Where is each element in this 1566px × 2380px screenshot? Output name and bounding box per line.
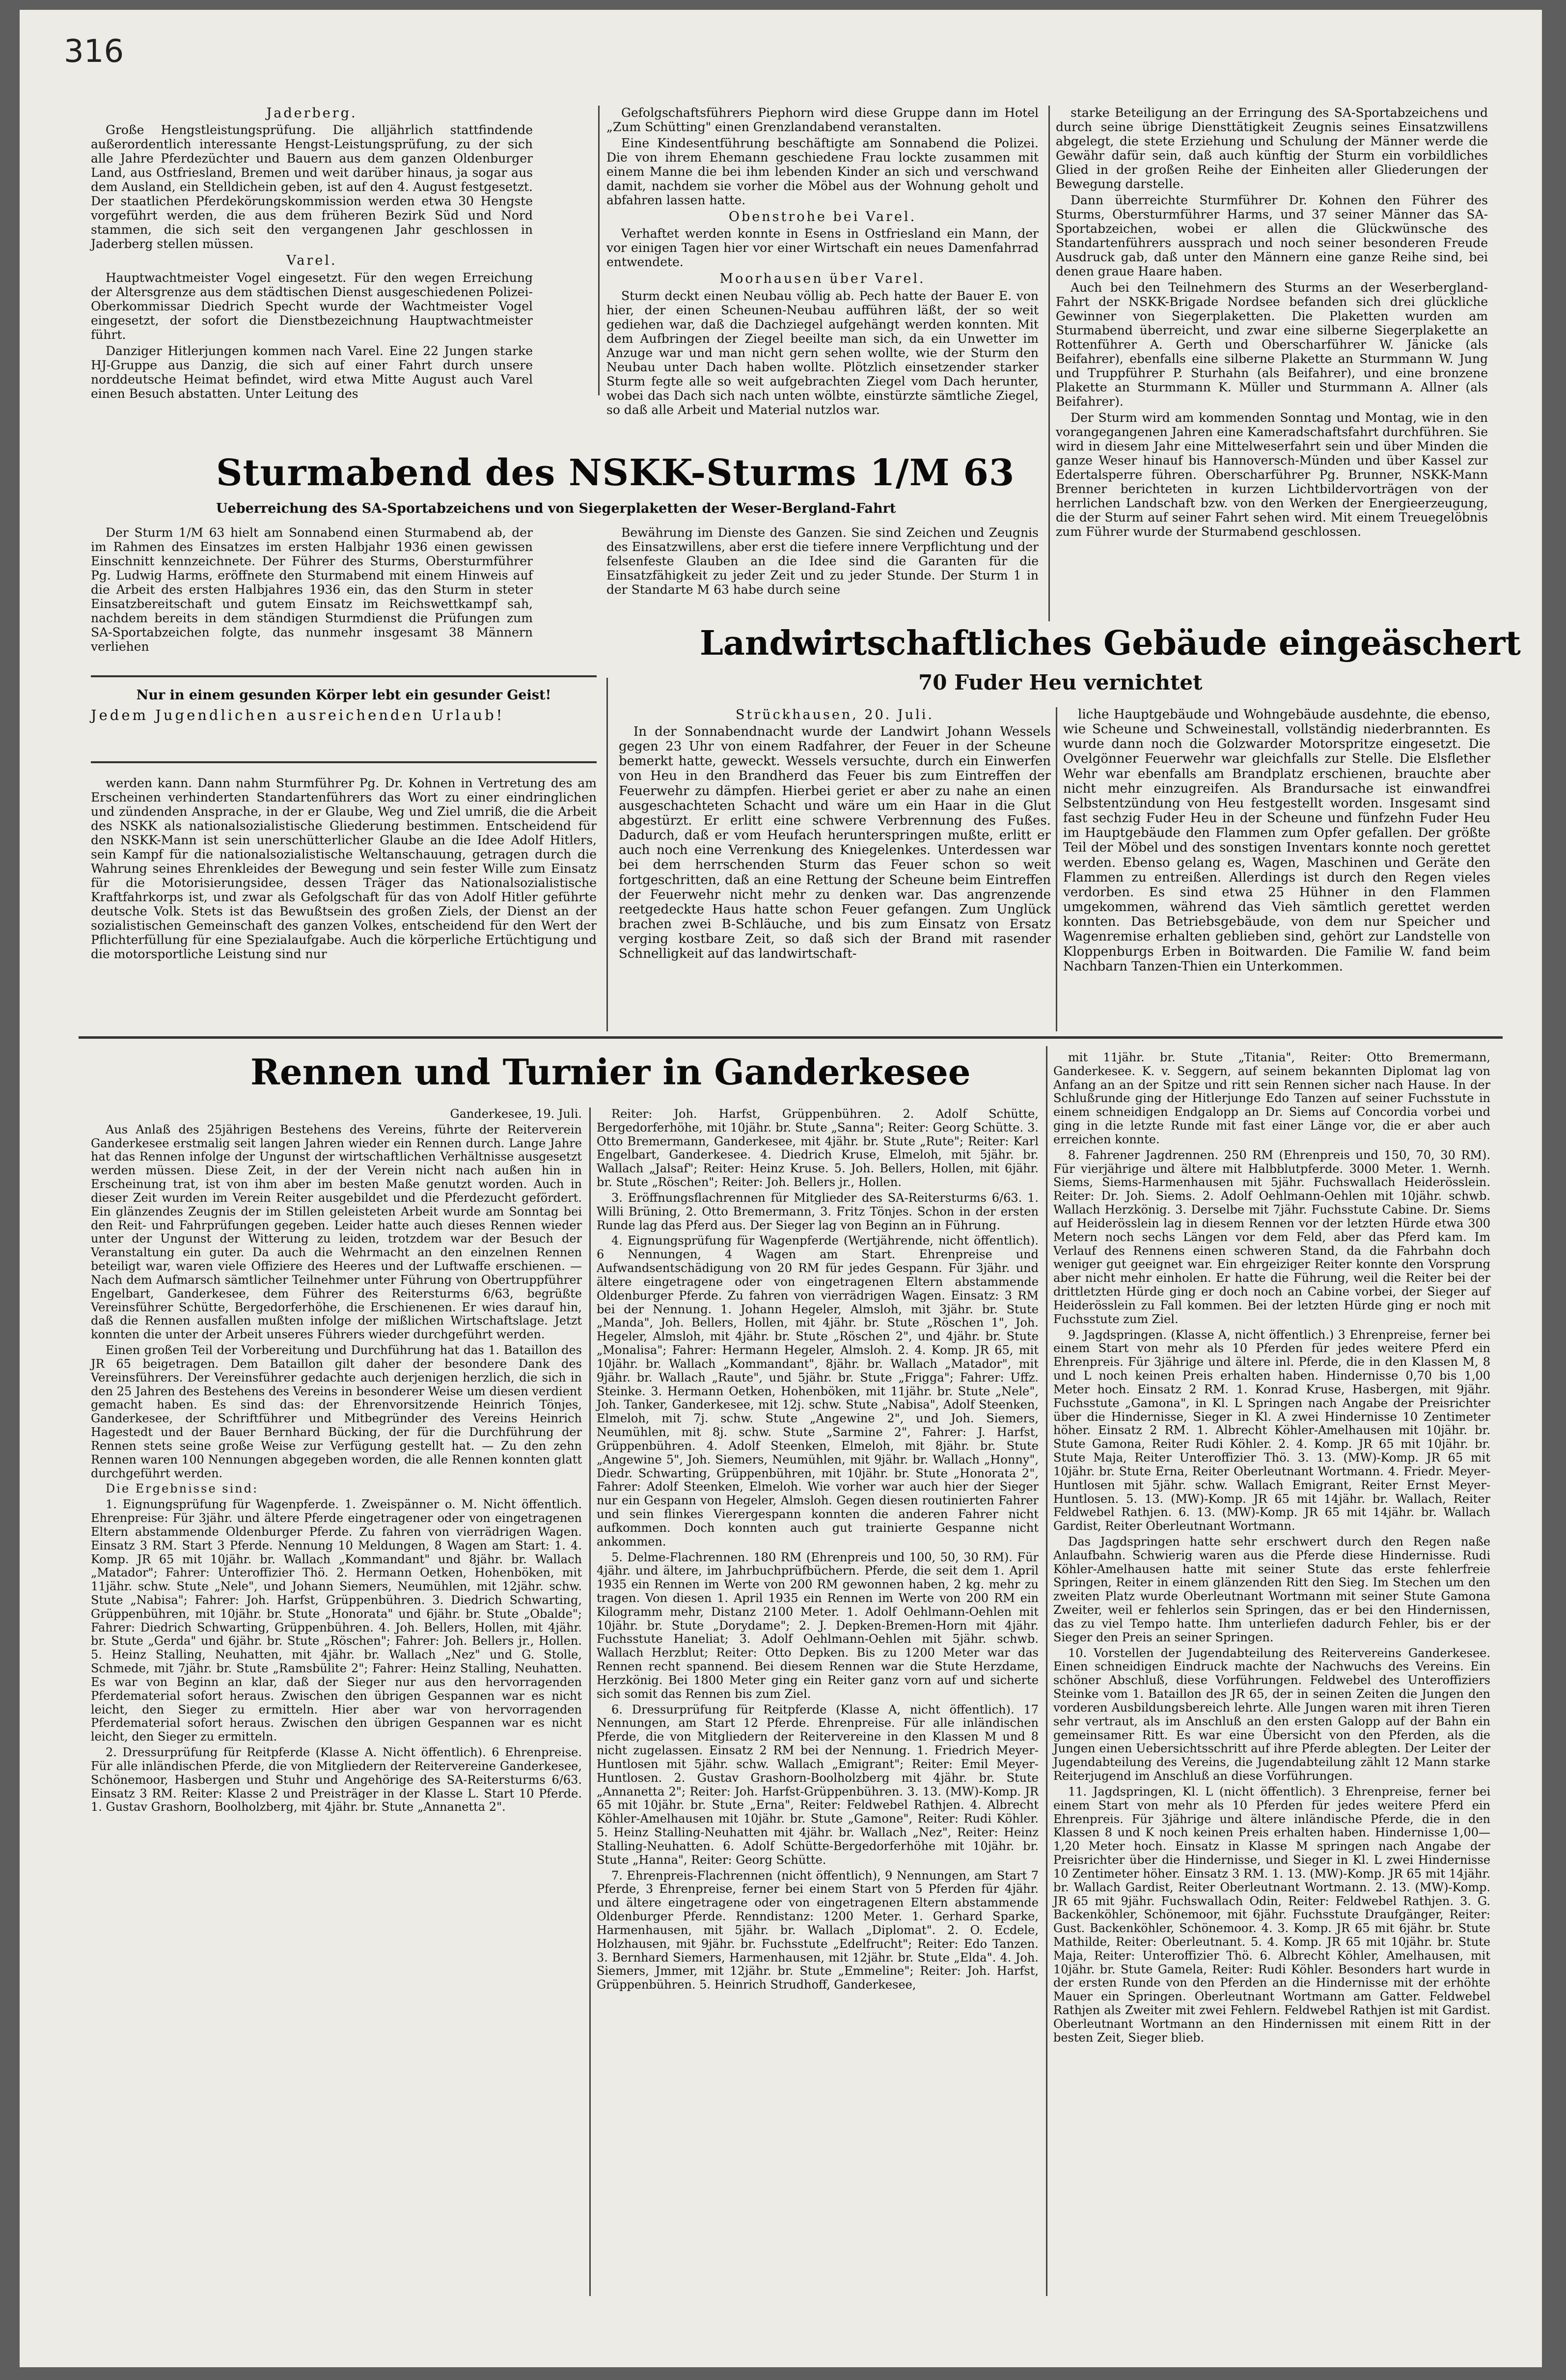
slogan-line: Jedem Jugendlichen ausreichenden Urlaub! (91, 707, 505, 723)
sturmabend-continuation-column (1056, 106, 1488, 631)
slogan-box (91, 688, 597, 723)
place-heading-obenstrohe: Obenstrohe bei Varel. (728, 209, 917, 224)
news-paragraph: Große Hengstleistungsprüfung. Die alljährlich stattfindende außerordentlich interessante Hengst-Leistungsprüfung, zu der sich alle Jahre Pferdezüchter und Bauern aus dem ganzen Oldenburger Land, aus Ostfriesland, Bremen und weit darüber hinaus, ja sogar aus dem Ausland, ein Stelldichein geben, ist auf den 4. August festgesetzt. Der staatlichen Pferdekörungskommission werden etwa 30 Hengste vorgeführt werden, die aus dem früheren Bezirk Süd und Nord stammen, die sich seit den vergangenen Jahr geschlossen in Jaderberg stellen müssen. (91, 123, 533, 251)
column-rule (606, 678, 608, 1031)
news-paragraph: Reiter: Joh. Harfst, Grüppenbühren. 2. Adolf Schütte, Bergedorferhöhe, mit 10jähr. br. Stute „Sanna"; Reiter: Georg Schütte. 3. Otto Bremermann, Ganderkesee, mit 4jähr. br. Stute „Rute"; Reiter: Karl Engelbart, Ganderkesee. 4. Diedrich Kruse, Elmeloh, mit 5jähr. br. Wallach „Jalsaf"; Reiter: Heinz Kruse. 5. Joh. Bellers, Hollen, mit 6jähr. br. Stute „Röschen"; Reiter: Joh. Bellers jr., Hollen. (597, 1107, 1039, 1190)
news-paragraph: 10. Vorstellen der Jugendabteilung des Reitervereins Ganderkesee. Einen schneidigen Eindruck machte der Nachwuchs des Vereins. Ein schöner Abschluß, diese Vorführungen. Feldwebel des Unteroffiziers Steinke vom 1. Bataillon des JR 65, der in seinen Zeiten die Jungen den vorderen Ausbildungsbereich lehrte. Alle Jungen waren mit ihren Tieren sehr vertraut, als im Anschluß an den ersten Galopp auf der Bahn ein gemeinsamer Ritt. Es war eine Übersicht von den Pferden, als die Jungen einen Uebersichtsschritt auf ihre Pferde ablegten. Der Leiter der Jugendabteilung des Vereins, die Jugendabteilung zählt 12 Mann starke Reiterjugend im Anschluß an diese Vorführungen. (1053, 1646, 1490, 1783)
column-rule (589, 1107, 591, 2296)
page-number: 316 (64, 33, 124, 70)
race-body-col3 (1053, 1051, 1490, 2296)
news-paragraph: Danziger Hitlerjungen kommen nach Varel. Eine 22 Jungen starke HJ-Gruppe aus Danzig, die sich auf einer Fahrt durch unsere norddeutsche Heimat befindet, wird etwa Mitte August auch Varel einen Besuch abstatten. Unter Leitung des (91, 343, 533, 401)
news-paragraph: mit 11jähr. br. Stute „Titania", Reiter: Otto Bremermann, Ganderkesee. K. v. Seggern, auf seinem bekannten Diplomat lag von Anfang an an der Spitze und ritt sein Rennen sicher nach Hause. In der Schlußrunde ging der Hitlerjunge Edo Tanzen auf seiner Fuchsstute in einem schneidigen Endgalopp an Dr. Siems auf Concordia vorbei und ging in die letzte Runde mit fast einer Länge vor, die er aber auch erreichen konnte. (1053, 1051, 1490, 1146)
news-paragraph: Bewährung im Dienste des Ganzen. Sie sind Zeichen und Zeugnis des Einsatzwillens, aber erst die tiefere innere Verpflichtung und der felsenfeste Glauben an die Idee sind die Garanten für die Einsatzfähigkeit zu jeder Zeit und zu jeder Stunde. Der Sturm 1 in der Standarte M 63 habe durch seine (606, 526, 1039, 597)
news-paragraph: 1. Eignungsprüfung für Wagenpferde. 1. Zweispänner o. M. Nicht öffentlich. Ehrenpreise: Für 3jähr. und ältere Pferde eingetragener oder von eingetragenen Eltern abstammende Oldenburger Pferde. Zu fahren von vierrädrigen Wagen. Einsatz 3 RM. Start 3 Pferde. Nennung 10 Meldungen, 8 Wagen am Start: 1. 4. Komp. JR 65 mit 10jähr. br. Wallach „Kommandant" und 8jähr. br. Wallach „Matador"; Fahrer: Unteroffizier Thö. 2. Hermann Oetken, Hohenböken, mit 11jähr. schw. Stute „Nele", und Johann Siemers, Neumühlen, mit 12jähr. schw. Stute „Nabisa"; Fahrer: Joh. Harfst, Grüppenbühren. 3. Diedrich Schwarting, Grüppenbühren, mit 10jähr. br. Stute „Honorata" und 6jähr. br. Stute „Obalde"; Fahrer: Diedrich Schwarting, Grüppenbühren. 4. Joh. Bellers, Hollen, mit 4jähr. br. Stute „Gerda" und 6jähr. br. Stute „Röschen"; Fahrer: Joh. Bellers jr., Hollen. 5. Heinz Stalling, Neuhatten, mit 4jähr. br. Wallach „Nez" und G. Stolle, Schmede, mit 7jähr. br. Stute „Ramsbülite 2"; Fahrer: Heinz Stalling, Neuhatten. Es war von Beginn an klar, daß der Sieger nur aus den hervorragenden Pferdematerial sofort heraus. Zwischen den übrigen Gespannen war es nicht leicht, den Sieger zu ermitteln. Hier aber war von hervorragenden Pferdematerial sofort heraus. Zwischen den übrigen Gespannen war es nicht leicht, den Sieger zu ermitteln. (91, 1497, 582, 1744)
news-paragraph: Auch bei den Teilnehmern des Sturms an der Weserbergland-Fahrt der NSKK-Brigade Nordsee befanden sich drei glückliche Gewinner von Siegerplaketten. Die Plaketten wurden am Sturmabend überreicht, und zwar eine silberne Siegerplakette an Rottenführer A. Gerth und Oberscharführer W. Jänicke (als Beifahrer), ebenfalls eine silberne Plakette an Sturmmann W. Jung und Truppführer P. Sturhahn (als Beifahrer), und eine bronzene Plakette an Sturmmann K. Müller und Sturmmann A. Allner (als Beifahrer). (1056, 280, 1488, 409)
place-heading-moorhausen: Moorhausen über Varel. (719, 271, 926, 287)
news-paragraph: Verhaftet werden konnte in Esens in Ostfriesland ein Mann, der vor einigen Tagen hier vor einer Wirtschaft ein neues Damenfahrrad entwendete. (606, 226, 1039, 270)
column-rule (1046, 1046, 1047, 2296)
news-paragraph: Gefolgschaftsführers Piephorn wird diese Gruppe dann im Hotel „Zum Schütting" einen Grenzlandabend veranstalten. (606, 106, 1039, 134)
newspaper-page (20, 10, 1542, 2367)
news-paragraph: Der Sturm wird am kommenden Sonntag und Montag, wie in den vorangegangenen Jahren eine Kameradschaftsfahrt durchführen. Sie wird in diesem Jahr eine Mittelweserfahrt sein und über Minden die ganze Weser hinauf bis Hannoversch-Münden und über Kassel zur Edertalsperre führen. Oberscharführer Pg. Brunner, NSKK-Mann Brenner berichteten in kurzen Lichtbildervorträgen von der herrlichen Landschaft bzw. von den Werken der Energieerzeugung, die der Sturm auf seiner Fahrt sehen wird. Mit einem Treuegelöbnis zum Führer wurde der Sturmabend geschlossen. (1056, 411, 1488, 539)
news-paragraph: Der Sturm 1/M 63 hielt am Sonnabend einen Sturmabend ab, der im Rahmen des Einsatzes im ersten Halbjahr 1936 einen gewissen Einschnitt kennzeichnete. Der Führer des Sturms, Obersturmführer Pg. Ludwig Harms, eröffnete den Sturmabend mit einem Hinweis auf die Arbeit des ersten Halbjahres 1936 ein, das den Sturm in steter Einsatzbereitschaft und gutem Einsatz im Reichswettkampf sah, nachdem bereits in dem ständigen Sturmdienst die Prüfungen zum SA-Sportabzeichen folgte, das nunmehr insgesamt 38 Männern verliehen (91, 526, 533, 654)
column-rule (1048, 106, 1050, 621)
race-headline: Rennen und Turnier in Ganderkesee (250, 1051, 971, 1093)
news-paragraph: Eine Kindesentführung beschäftigte am Sonnabend die Polizei. Die von ihrem Ehemann geschiedene Frau lockte zusammen mit einem Manne die bei ihm lebenden Kinder an sich und verschwand damit, nachdem sie vorher die Möbel aus der Wohnung geholt und abfahren lassen hatte. (606, 136, 1039, 207)
varel-local-column (606, 106, 1039, 420)
news-paragraph: 11. Jagdspringen, Kl. L (nicht öffentlich). 3 Ehrenpreise, ferner bei einem Start von mehr als 10 Pferden für jedes weitere Pferd ein Ehrenpreis. Für 3jährige und ältere inländische Pferde, die in den Klassen 8 und K noch keinen Preis erhalten haben. Hindernisse 1,00—1,20 Meter hoch. Einsatz in Klasse M springen nach Angabe der Preisrichter über die Hindernisse, und Sieger in Kl. L zwei Hindernisse 10 Zentimeter höher. Einsatz 3 RM. 1. 13. (MW)-Komp. JR 65 mit 14jähr. br. Wallach Gardist, Reiter Oberleutnant Wortmann. 2. 13. (MW)-Komp. JR 65 mit 9jähr. Fuchswallach Odin, Reiter: Feldwebel Rathjen. 3. G. Backenköhler, Schönemoor, mit 6jähr. Fuchsstute Draufgänger, Reiter: Gust. Backenköhler, Schönemoor. 4. 3. Komp. JR 65 mit 6jähr. br. Stute Mathilde, Reiter: Oberleutnant. 5. 4. Komp. JR 65 mit 10jähr. br. Stute Maja, Reiter: Unteroffizier Thö. 6. Albrecht Köhler, Amelhausen, mit 10jähr. br. Stute Gamela, Reiter: Rudi Köhler. Besonders hart wurde in der ersten Runde von den Pferden an die Hindernisse mit der erhöhte Mauer ein Springen. Oberleutnant Wortmann am Gatter. Feldwebel Rathjen als Zweiter mit zwei Fehlern. Feldwebel Rathjen ist mit Gardist. Oberleutnant Wortmann an den Hindernissen mit einem Ritt in der besten Zeit, Sieger blieb. (1053, 1784, 1490, 2045)
news-paragraph: Dann überreichte Sturmführer Dr. Kohnen den Führer des Sturms, Obersturmführer Harms, und 37 seiner Männer das SA-Sportabzeichen, wobei er allen die Glückwünsche des Standartenführers aussprach und noch seiner besonderen Freude Ausdruck gab, daß unter den Männern eine ganze Reihe sind, bei denen graue Haare haben. (1056, 193, 1488, 278)
fire-dateline: Strückhausen, 20. Juli. (736, 707, 934, 722)
news-paragraph: 3. Eröffnungsflachrennen für Mitglieder des SA-Reitersturms 6/63. 1. Willi Brüning, 2. Otto Bremermann, 3. Fritz Tönjes. Schon in der ersten Runde lag das Pferd aus. Der Sieger lag von Beginn an in Führung. (597, 1190, 1039, 1232)
news-paragraph: Das Jagdspringen hatte sehr erschwert durch den Regen naße Anlaufbahn. Schwierig waren aus die Pferde diese Hindernisse. Rudi Köhler-Amelhausen hatte mit seiner Stute das erste fehlerfreie Springen, Reiter in einem glänzenden Ritt den Sieg. Im Stechen um den zweiten Platz wurde Oberleutnant Wortmann mit seiner Stute Gamona Zweiter, weil er fehlerlos sein Springen, das er bei den Hindernissen, das zu viel Tempo hatte. Ihm unterliefen dadurch Fehler, bis er der Sieger den Preis an seiner Springen. (1053, 1534, 1490, 1644)
fire-body-col2 (1063, 707, 1490, 1031)
news-paragraph: starke Beteiligung an der Erringung des SA-Sportabzeichens und durch seine übrige Diensttätigkeit Zeugnis seines Einsatzwillens abgelegt, die stete Erziehung und Schulung der Männer werde die Gewähr dafür sein, daß auch künftig der Sturm ein vorbildliches Glied in der großen Reihe der Einheiten aller Gliederungen der Bewegung darstelle. (1056, 106, 1488, 191)
news-paragraph: Ganderkesee, 19. Juli. (450, 1107, 582, 1121)
race-body-col2 (597, 1107, 1039, 2296)
place-heading-varel: Varel. (286, 253, 337, 269)
news-paragraph: 2. Dressurprüfung für Reitpferde (Klasse A. Nicht öffentlich). 6 Ehrenpreise. Für alle inländischen Pferde, die von Mitgliedern der Reitervereine Ganderkesee, Schönemoor, Hasbergen und Stuhr und Angehörige des SA-Reitersturms 6/63. Einsatz 3 RM. Reiter: Klasse 2 und Preisträger in der Klasse L. Start 10 Pferde. 1. Gustav Grashorn, Boolholzberg, mit 4jähr. br. Stute „Annanetta 2". (91, 1745, 582, 1814)
column-rule (1056, 707, 1057, 1031)
news-paragraph: 5. Delme-Flachrennen. 180 RM (Ehrenpreis und 100, 50, 30 RM). Für 4jähr. und ältere, im Jahrbuchprüfbüchern. Pferde, die seit dem 1. April 1935 ein Rennen im Werte von 200 RM gewonnen haben, 2 kg. mehr zu tragen. Von diesen 1. April 1935 ein Rennen im Werte von 200 RM ein Kilogramm mehr, Distanz 2100 Meter. 1. Adolf Oehlmann-Oehlen mit 10jähr. br. Stute „Dorydame"; 2. J. Depken-Bremen-Horn mit 4jähr. Fuchsstute Haneliat; 3. Adolf Oehlmann-Oehlen mit 5jähr. schwb. Wallach Herzblut; Reiter: Otto Depken. Bis zu 1200 Meter war das Rennen recht spannend. Bei diesem Rennen war die Stute Herzdame, Herzkönig. Bei 1800 Meter ging ein Reiter ganz vorn auf und sicherte sich somit das Rennen bis zum Ziel. (597, 1550, 1039, 1701)
place-heading-jaderberg: Jaderberg. (266, 106, 357, 121)
sturmabend-subheadline: Ueberreichung des SA-Sportabzeichens und von Siegerplaketten der Weser-Bergland-Fahrt (216, 501, 896, 516)
sturmabend-headline: Sturmabend des NSKK-Sturms 1/M 63 (216, 452, 1015, 494)
sturmabend-body-col1 (91, 526, 533, 668)
news-paragraph: Einen großen Teil der Vorbereitung und Durchführung hat das 1. Bataillon des JR 65 beigetragen. Dem Bataillon gilt daher der besondere Dank des Vereinsführers. Der Vereinsführer gedachte auch derjenigen herzlich, die sich in den 25 Jahren des Bestehens des Vereins in besonderer Weise um diesen verdient gemacht haben. Es sind das: der Ehrenvorsitzende Heinrich Tönjes, Ganderkesee, der Schriftführer und Mitbegründer des Vereins Heinrich Hagestedt und der Bauer Bernhard Bücking, der für die Durchführung der Rennen stets seine große Weise zur Verfügung gestellt hat. — Zu den zehn Rennen waren 100 Nennungen abgegeben worden, die alle Rennen konnten glatt durchgeführt werden. (91, 1343, 582, 1480)
news-paragraph: Sturm deckt einen Neubau völlig ab. Pech hatte der Bauer E. von hier, der einen Scheunen-Neubau aufführen läßt, der so weit gediehen war, daß die Dachziegel aufgehängt werden konnten. Mit dem Aufbringen der Ziegel beeilte man sich, da ein Unwetter im Anzuge war und man nicht gern sehen wollte, wie der Sturm den Neubau unter Dach haben wollte. Plötzlich einsetzender starker Sturm fegte alle so weit aufgebrachten Ziegel vom Dach herunter, wobei das Dach sich nach unten wölbte, einstürzte sämtliche Ziegel, so daß alle Arbeit und Material nutzlos war. (606, 288, 1039, 417)
sturmabend-body-col2 (606, 526, 1039, 624)
section-divider (79, 1036, 1503, 1039)
news-paragraph: werden kann. Dann nahm Sturmführer Pg. Dr. Kohnen in Vertretung des am Erscheinen verhinderten Standartenführers das Wort zu einer eindringlichen und zündenden Ansprache, in der er Glaube, Weg und Ziel umriß, die die Arbeit des NSKK als nationalsozialistische Gliederung bestimmen. Entscheidend für den NSKK-Mann ist sein unerschütterlicher Glaube an die Idee Adolf Hitlers, sein Kampf für die nationalsozialistische Weltanschauung, getragen durch die Wahrung seines Ehrenkleides der Bewegung und sein fester Wille zum Einsatz für die Motorisierungsidee, dessen Träger das Nationalsozialistische Kraftfahrkorps ist, und zwar als Gefolgschaft für das von Adolf Hitler geführte deutsche Volk. Stets ist das Bewußtsein des großen Ziels, der Dienst an der sozialistischen Gemeinschaft des ganzen Volkes, entscheidend für den Wert der Pflichterfüllung für eine Spezialaufgabe. Auch die körperliche Ertüchtigung und die motorsportliche Leistung sind nur (91, 776, 597, 961)
slogan-bottom-rule (91, 761, 597, 763)
news-paragraph: 6. Dressurprüfung für Reitpferde (Klasse A, nicht öffentlich). 17 Nennungen, am Start 12 Pferde. Ehrenpreise. Für alle inländischen Pferde, die von Mitgliedern der Reitervereine in den Klassen M und 8 nicht zugelassen. Einsatz 2 RM bei der Nennung. 1. Friedrich Meyer-Huntlosen mit 5jähr. schw. Wallach „Emigrant"; Reiter: Emil Meyer-Huntlosen. 2. Gustav Grashorn-Boolholzberg mit 4jähr. br. Stute „Annanetta 2"; Reiter: Joh. Harfst-Grüppenbühren. 3. 13. (MW)-Komp. JR 65 mit 10jähr. br. Stute „Erna", Reiter: Feldwebel Rathjen. 4. Albrecht Köhler-Amelhausen mit 10jähr. br. Stute „Gamone", Reiter: Rudi Köhler. 5. Heinz Stalling-Neuhatten mit 4jähr. br. Wallach „Nez", Reiter: Heinz Stalling-Neuhatten. 6. Adolf Schütte-Bergedorferhöhe mit 10jähr. br. Stute „Hanna", Reiter: Georg Schütte. (597, 1702, 1039, 1867)
fire-headline: Landwirtschaftliches Gebäude eingeäschert (700, 624, 1521, 663)
jaderberg-varel-column (91, 106, 533, 401)
news-paragraph: In der Sonnabendnacht wurde der Landwirt Johann Wessels gegen 23 Uhr von einem Radfahrer, der Feuer in der Scheune bemerkt hatte, geweckt. Wessels versuchte, durch ein Einwerfen von Heu in den Brandherd das Feuer bis zum Eintreffen der Feuerwehr zu dämpfen. Hierbei geriet er aber zu nahe an einen ausgeschachteten Schacht und wäre um ein Haar in die Glut abgestürzt. Er erlitt eine schwere Verbrennung des Fußes. Dadurch, daß er vom Heufach herunterspringen mußte, erlitt er auch noch eine Verrenkung des Kniegelenkes. Unterdessen war bei dem herrschenden Sturm das Feuer schon so weit fortgeschritten, daß an eine Rettung der Scheune beim Eintreffen der Feuerwehr nicht mehr zu denken war. Das angrenzende reetgedeckte Haus hatte schon Feuer gefangen. Zum Unglück brachen zwei B-Schläuche, und bis zum Einsatz von Ersatz verging kostbare Zeit, so daß sich der Brand mit rasender Schnelligkeit auf das landwirtschaft- (619, 724, 1051, 962)
news-paragraph: 8. Fahrener Jagdrennen. 250 RM (Ehrenpreis und 150, 70, 30 RM). Für vierjährige und ältere mit Halbblutpferde. 3000 Meter. 1. Wernh. Siems, Siems-Harmenhausen mit 5jähr. Fuchswallach Heiderösslein. Reiter: Dr. Joh. Siems. 2. Adolf Oehlmann-Oehlen mit 10jähr. schwb. Wallach Herzkönig. 3. Derselbe mit 7jähr. Fuchsstute Cabine. Dr. Siems auf Heiderösslein lag in diesem Rennen vor der letzten Hürde etwa 300 Metern noch sechs Längen vor dem Feld, aber das Pferd kam. Im Verlauf des Rennens einen schweren Stand, da die Fahrbahn doch weniger gut geeignet war. Ein ehrgeiziger Reiter konnte den Vorsprung aber nicht mehr einholen. Er hatte die Führung, weil die Reiter bei der drittletzten Hürde ging er doch noch an Cabine vorbei, der Sieger auf Heiderösslein zu Fall kommen. Bei der letzten Hürde ging er noch mit Fuchsstute zum Ziel. (1053, 1148, 1490, 1326)
news-paragraph: 4. Eignungsprüfung für Wagenpferde (Wertjährende, nicht öffentlich). 6 Nennungen, 4 Wagen am Start. Ehrenpreise und Aufwandsentschädigung von 20 RM für jedes Gespann. Für 3jähr. und ältere eingetragene oder von eingetragenen Eltern abstammende Oldenburger Pferde. Zu fahren von vierrädrigen Wagen. Einsatz: 3 RM bei der Nennung. 1. Johann Hegeler, Almsloh, mit 3jähr. br. Stute „Manda", Joh. Bellers, Hollen, mit 4jähr. br. Stute „Röschen 1", Joh. Hegeler, Almsloh, mit 4jähr. br. Stute „Röschen 2", und 4jähr. br. Stute „Monalisa"; Fahrer: Hermann Hegeler, Almsloh. 2. 4. Komp. JR 65, mit 10jähr. br. Wallach „Kommandant", 8jähr. br. Wallach „Matador", mit 9jähr. br. Wallach „Raute", und 5jähr. br. Stute „Frigga"; Fahrer: Uffz. Steinke. 3. Hermann Oetken, Hohenböken, mit 11jähr. br. Stute „Nele", Joh. Tanker, Ganderkesee, mit 12j. schw. Stute „Nabisa", Adolf Steenken, Elmeloh, mit 7j. schw. Stute „Angewine 2", und Joh. Siemers, Neumühlen, mit 8j. schw. Stute „Sarmine 2", Fahrer: J. Harfst, Grüppenbühren. 4. Adolf Steenken, Elmeloh, mit 8jähr. br. Stute „Angewine 5", Joh. Siemers, Neumühlen, mit 9jähr. br. Wallach „Honny", Diedr. Schwarting, Grüppenbühren, mit 10jähr. br. Stute „Honorata 2", Fahrer: Adolf Steenken, Elmeloh. Wie vorher war auch hier der Sieger nur ein Gespann von Hegeler, Almsloh. Gegen diesen routinierten Fahrer und sein flinkes Vierergespann konnten die anderen Fahrer nicht aufkommen. Doch konnten auch gut trainierte Gespanne nicht ankommen. (597, 1234, 1039, 1549)
news-paragraph: 7. Ehrenpreis-Flachrennen (nicht öffentlich), 9 Nennungen, am Start 7 Pferde, 3 Ehrenpreise, ferner bei einem Start von 5 Pferden für 4jähr. und ältere eingetragene oder von eingetragenen Eltern abstammende Oldenburger Pferde. Renndistanz: 1200 Meter. 1. Gerhard Sparke, Harmenhausen, mit 5jähr. br. Wallach „Diplomat". 2. O. Ecdele, Holzhausen, mit 9jähr. br. Fuchsstute „Edelfrucht"; Reiter: Edo Tanzen. 3. Bernhard Siemers, Harmenhausen, mit 12jähr. br. Stute „Elda". 4. Joh. Siemers, Jmmer, mit 12jähr. br. Stute „Emmeline"; Reiter: Joh. Harfst, Grüppenbühren. 5. Heinrich Strudhoff, Ganderkesee, (597, 1868, 1039, 1992)
slogan-line: Nur in einem gesunden Körper lebt ein gesunder Geist! (136, 688, 551, 703)
results-heading: Die Ergebnisse sind: (106, 1482, 259, 1496)
fire-body-col1 (619, 724, 1051, 1029)
slogan-top-rule (91, 675, 597, 677)
news-paragraph: liche Hauptgebäude und Wohngebäude ausdehnte, die ebenso, wie Scheune und Schweinestall, vollständig niederbrannten. Es wurde dann noch die Golzwarder Motorspritze eingesetzt. Die Ovelgönner Feuerwehr war gleichfalls zur Stelle. Die Elsflether Wehr war ebenfalls am Brandplatz erschienen, brauchte aber nicht mehr einzugreifen. Als Brandursache ist einwandfrei Selbstentzündung von Heu festgestellt worden. Insgesamt sind fast sechzig Fuder Heu in der Scheune und fünfzehn Fuder Heu im Hauptgebäude den Flammen zum Opfer gefallen. Der größte Teil der Möbel und des sonstigen Inventars konnte noch gerettet werden. Ebenso gelang es, Wagen, Maschinen und Geräte den Flammen zu entreißen. Allerdings ist durch den Regen vieles verdorben. Es sind etwa 25 Hühner in den Flammen umgekommen, während das Vieh sämtlich gerettet werden konnten. Das Betriebsgebäude, von dem nur Speicher und Wagenremise erhalten geblieben sind, gehört zur Landstelle von Kloppenburgs Erben in Boitwarden. Die Familie W. fand beim Nachbarn Tanzen-Thien ein Unterkommen. (1063, 707, 1490, 974)
sturmabend-body-col1-cont (91, 776, 597, 1022)
column-rule (598, 106, 600, 395)
news-paragraph: 9. Jagdspringen. (Klasse A, nicht öffentlich.) 3 Ehrenpreise, ferner bei einem Start von mehr als 10 Pferden für jedes weitere Pferd ein Ehrenpreis. Für 3jährige und ältere inl. Pferde, die in den Klassen M, 8 und L noch keinen Preis erhalten haben. Hindernisse 0,70 bis 1,00 Meter hoch. Einsatz 2 RM. 1. Konrad Kruse, Hasbergen, mit 9jähr. Fuchsstute „Gamona", in Kl. L Springen nach Angabe der Preisrichter über die Hindernisse, Sieger in Kl. A zwei Hindernisse 10 Zentimeter höher. Einsatz 2 RM. 1. Albrecht Köhler-Amelhausen mit 10jähr. br. Stute Gamona, Reiter Rudi Köhler. 2. 4. Komp. JR 65 mit 10jähr. br. Stute Maja, Reiter Unteroffizier Thö. 3. 13. (MW)-Komp. JR 65 mit 10jähr. br. Stute Erna, Reiter Oberleutnant Wortmann. 4. Friedr. Meyer-Huntlosen mit 5jähr. schw. Wallach Emigrant, Reiter Ernst Meyer-Huntlosen. 5. 13. (MW)-Komp. JR 65 mit 14jähr. br. Wallach, Reiter Feldwebel Rathjen. 6. 13. (MW)-Komp. JR 65 mit 14jähr. br. Wallach Gardist, Reiter Oberleutnant Wortmann. (1053, 1328, 1490, 1533)
fire-subheadline: 70 Fuder Heu vernichtet (918, 670, 1203, 694)
news-paragraph: Aus Anlaß des 25jährigen Bestehens des Vereins, führte der Reiterverein Ganderkesee erstmalig seit langen Jahren wieder ein Rennen durch. Lange Jahre hat das Rennen infolge der Ungunst der wirtschaftlichen Verhältnisse ausgesetzt werden müssen. Diese Zeit, in der der Verein nicht nach außen hin in Erscheinung trat, ist von ihm aber im besten Maße genutzt worden. Auch in dieser Zeit wurden im Verein Reiter ausgebildet und die Pferdezucht gefördert. Ein glänzendes Zeugnis der im Stillen geleisteten Arbeit wurde am Sonntag bei den Reit- und Fahrprüfungen gegeben. Leider hatte auch dieses Rennen wieder unter der Ungunst der Witterung zu leiden, trotzdem war der Besuch der Veranstaltung ein guter. Da auch die Wehrmacht an den einzelnen Rennen beteiligt war, waren viele Offiziere des Heeres und der Luftwaffe erschienen. — Nach dem Aufmarsch sämtlicher Teilnehmer unter Führung von Obertruppführer Engelbart, Ganderkesee, dem Führer des Reitersturms 6/63, begrüßte Vereinsführer Schütte, Bergedorferhöhe, die Erschienenen. Er wies darauf hin, daß die Rennen ausfallen mußten infolge der mißlichen Wirtschaftslage. Jetzt konnten die unter der Arbeit unseres Führers wieder durchgeführt werden. (91, 1122, 582, 1342)
news-paragraph: Hauptwachtmeister Vogel eingesetzt. Für den wegen Erreichung der Altersgrenze aus dem städtischen Dienst ausgeschiedenen Polizei-Oberkommissar Diedrich Specht wurde der Wachtmeister Vogel eingesetzt, der sofort die Dienstbezeichnung Hauptwachtmeister führt. (91, 270, 533, 342)
race-body-col1 (91, 1107, 582, 2296)
